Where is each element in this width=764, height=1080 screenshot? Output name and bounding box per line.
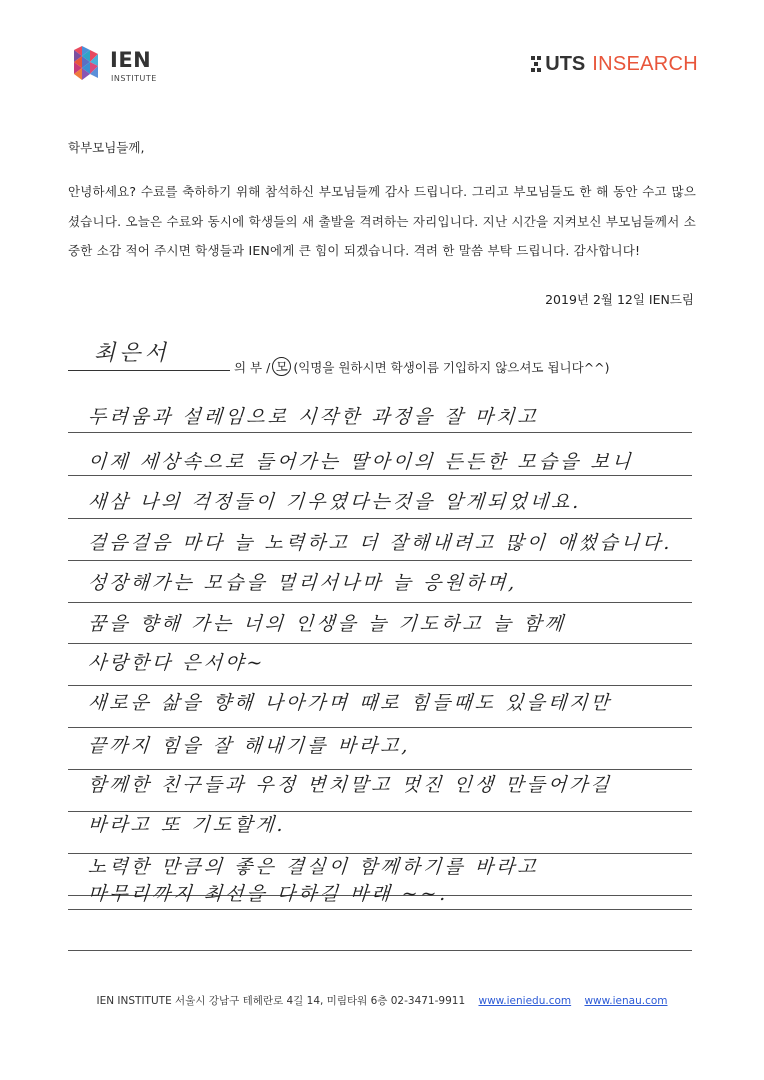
handwriting-area [68, 0, 692, 1080]
handwritten-line-7: 사랑한다 은서야~ [87, 652, 267, 674]
handwritten-line-12: 노력한 만큼의 좋은 결실이 함께하기를 바라고 [87, 856, 540, 878]
relation-prefix: 의 부 / [234, 359, 271, 375]
ruled-line [68, 475, 692, 476]
handwritten-line-10: 함께한 친구들과 우정 변치말고 멋진 인생 만들어가길 [87, 774, 613, 796]
handwritten-line-8: 새로운 삶을 향해 나아가며 때로 힘들때도 있을테지만 [87, 692, 613, 714]
ien-logo-subtext: INSTITUTE [111, 74, 157, 83]
footer-link-ieniedu[interactable]: www.ieniedu.com [478, 995, 572, 1007]
footer-link-ienau[interactable]: www.ienau.com [584, 995, 668, 1007]
handwritten-line-5: 성장해가는 모습을 멀리서나마 늘 응원하며, [87, 572, 519, 594]
handwritten-line-2: 이제 세상속으로 들어가는 딸아이의 든든한 모습을 보니 [87, 451, 635, 473]
relation-selected-circle: 모 [272, 357, 291, 376]
letter-body: 안녕하세요? 수료를 축하하기 위해 참석하신 부모님들께 감사 드립니다. 그리고 부모님들도 한 해 동안 수고 많으셨습니다. 오늘은 수료와 동시에 학생들의 새 출발을 격려하는 자리입니다. 지난 시간을 지켜보신 부모님들께서 소중한 소감 적어 주시면 학생들과 IEN에게 큰 힘이 되겠습니다. 격려 한 말씀 부탁 드립니다. 감사합니다! [68, 184, 696, 258]
ruled-line [68, 950, 692, 951]
ruled-line [68, 560, 692, 561]
footer-address: IEN INSTITUTE 서울시 강남구 테헤란로 4길 14, 미림타워 6층 02-3471-9911 [96, 995, 466, 1007]
handwritten-line-4: 걸음걸음 마다 늘 노력하고 더 잘해내려고 많이 애썼습니다. [87, 532, 674, 554]
handwritten-line-11: 바라고 또 기도할게. [87, 814, 287, 836]
handwritten-line-6: 꿈을 향해 가는 너의 인생을 늘 기도하고 늘 함께 [87, 613, 567, 635]
handwritten-line-13: 마무리까지 최선을 다하길 바래 ~~. [87, 883, 450, 905]
letter-dateline: 2019년 2월 12일 IEN드림 [545, 292, 694, 307]
ruled-line [68, 602, 692, 603]
handwritten-line-9: 끝까지 힘을 잘 해내기를 바라고, [87, 735, 412, 757]
handwritten-name: 최은서 [94, 341, 170, 366]
uts-logo-text: UTS [545, 52, 586, 75]
ruled-line [68, 643, 692, 644]
ien-logo-text: IEN [110, 48, 152, 72]
relation-note: (익명을 원하시면 학생이름 기입하지 않으셔도 됩니다^^) [293, 359, 610, 375]
letter-greeting: 학부모님들께, [68, 140, 145, 155]
footer [0, 993, 764, 1008]
ruled-line [68, 518, 692, 519]
ruled-line [68, 909, 692, 910]
ruled-line [68, 727, 692, 728]
ruled-line [68, 685, 692, 686]
handwritten-line-1: 두려움과 설레임으로 시작한 과정을 잘 마치고 [87, 406, 540, 428]
insearch-logo-text: INSEARCH [592, 52, 698, 75]
ruled-line [68, 432, 692, 433]
handwritten-line-3: 새삼 나의 걱정들이 기우였다는것을 알게되었네요. [87, 491, 583, 513]
